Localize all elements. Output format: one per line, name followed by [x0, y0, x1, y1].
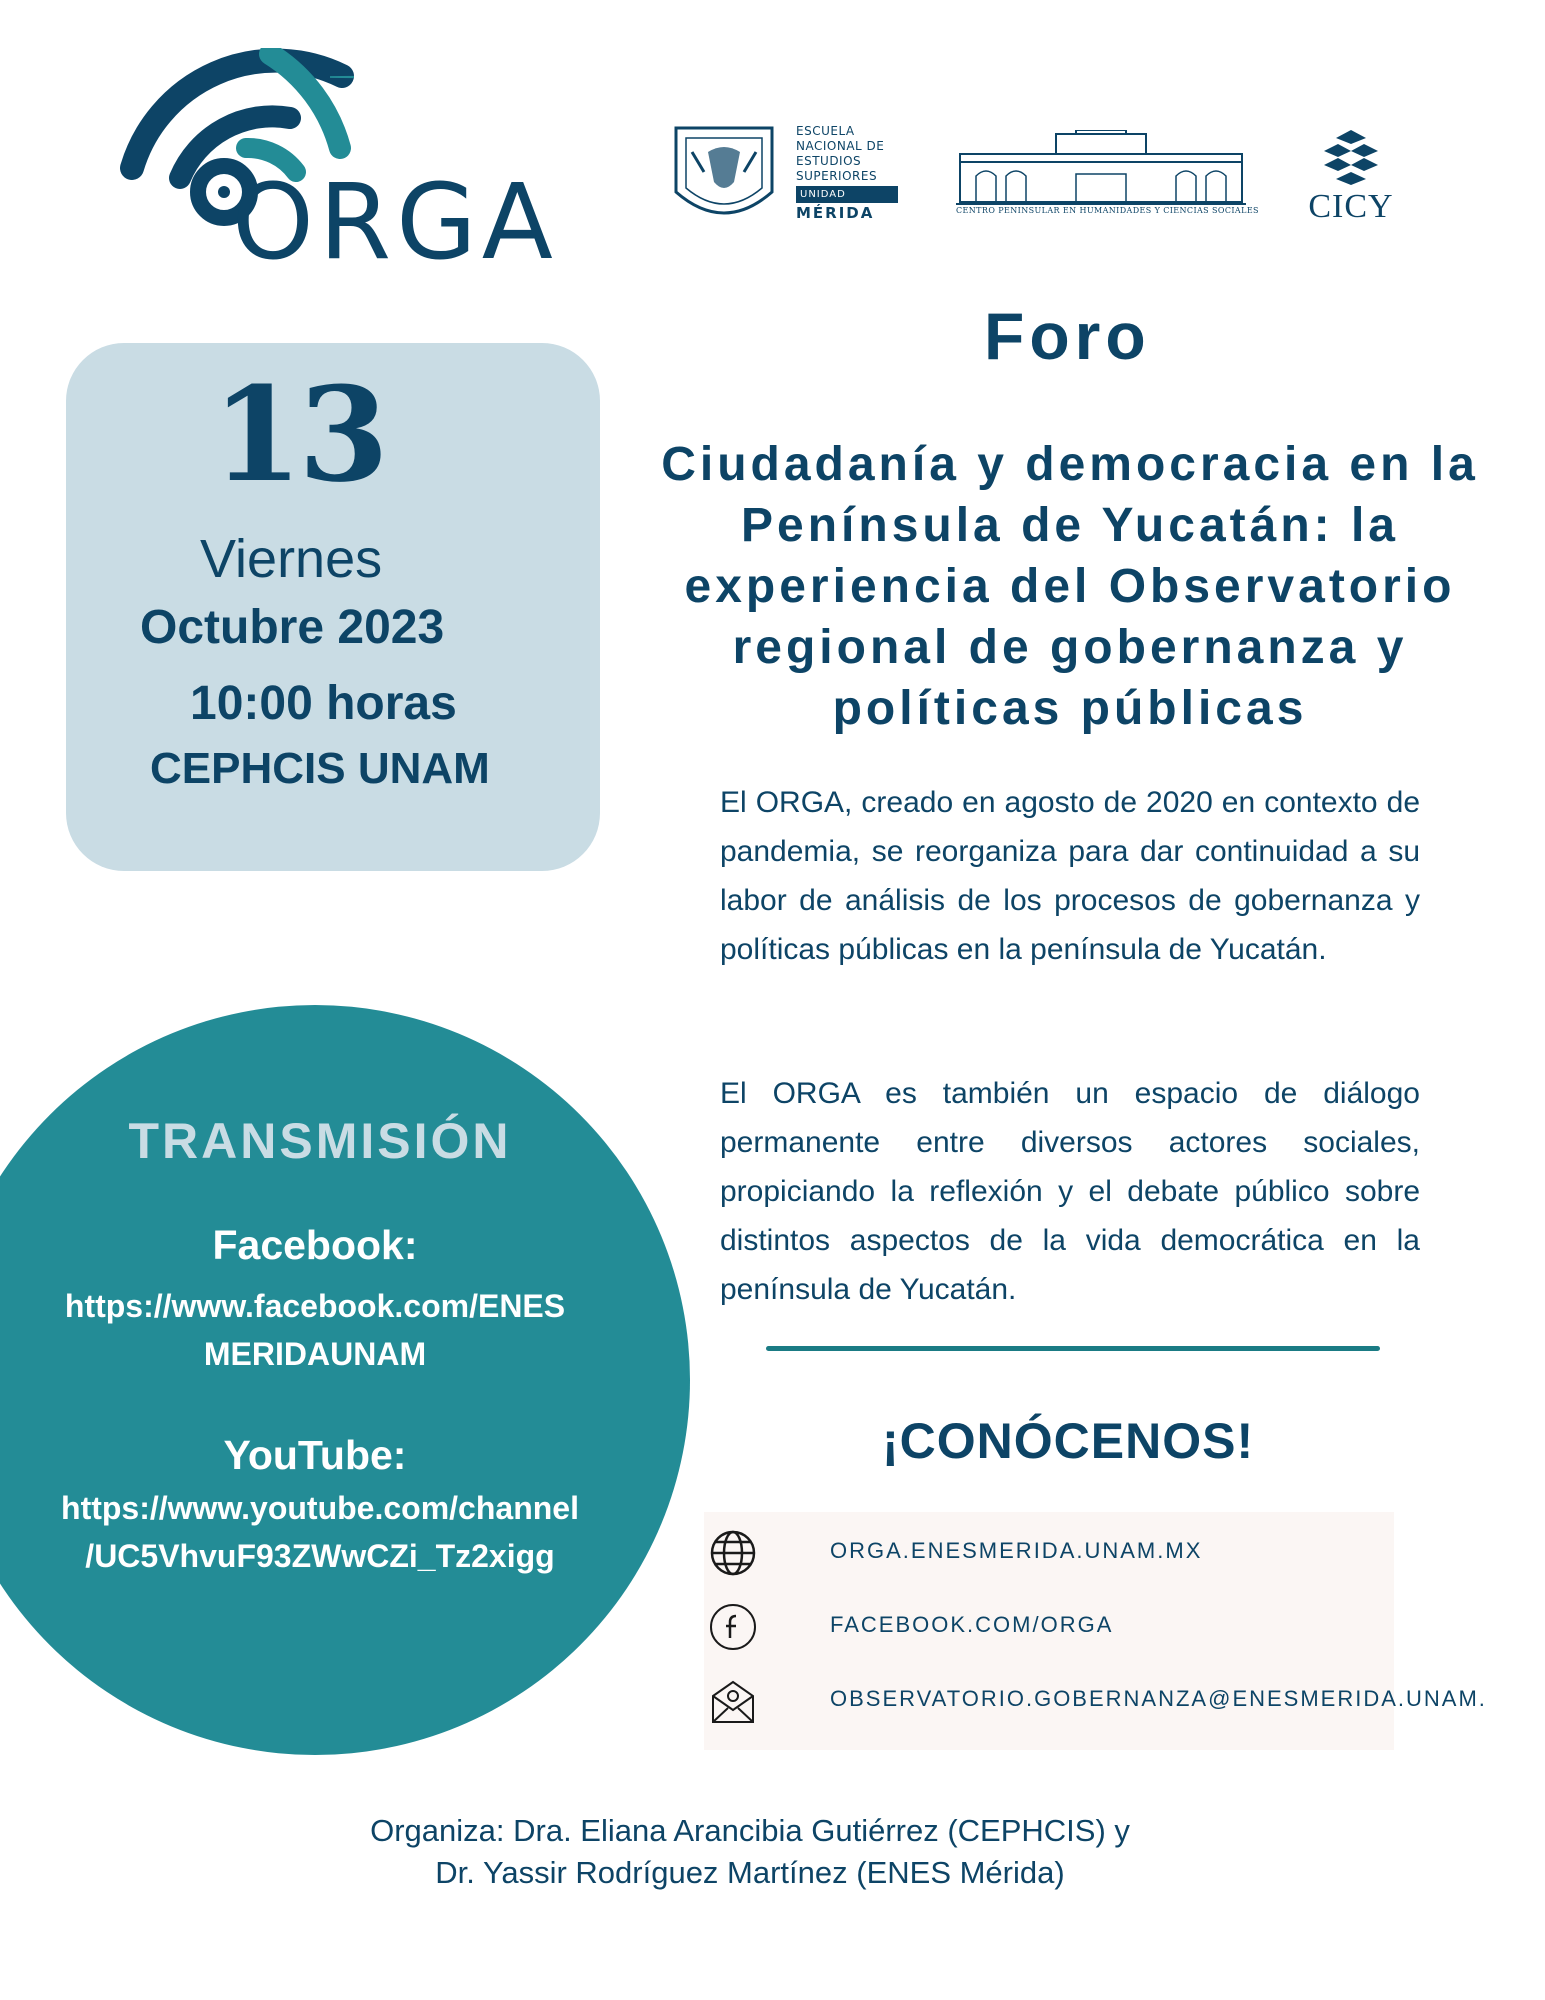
enes-line: ESTUDIOS: [796, 154, 862, 168]
facebook-label: Facebook:: [212, 1222, 418, 1268]
unam-seal-icon: [672, 122, 776, 230]
divider: [766, 1346, 1380, 1351]
contact-facebook[interactable]: FACEBOOK.COM/ORGA: [830, 1612, 1114, 1637]
facebook-icon: [708, 1602, 758, 1652]
globe-icon: [708, 1528, 758, 1578]
organizers: [300, 1810, 1200, 1894]
enes-line: NACIONAL DE: [796, 139, 885, 153]
enes-line: ESCUELA: [796, 124, 855, 138]
event-weekday: Viernes: [200, 529, 383, 589]
facebook-url[interactable]: https://www.facebook.com/ENES MERIDAUNAM: [64, 1288, 566, 1372]
description-paragraph: El ORGA, creado en agosto de 2020 en contexto de pandemia, se reorganiza para dar continuidad a su labor de análisis de los procesos de gobernanza y políticas públicas en la península de Yucatán.: [720, 786, 1420, 966]
contact-email[interactable]: OBSERVATORIO.GOBERNANZA@ENESMERIDA.UNAM.: [830, 1686, 1487, 1711]
event-month-year: Octubre 2023: [140, 601, 445, 654]
enes-logo-text: [796, 124, 898, 221]
stream-heading: TRANSMISIÓN: [128, 1113, 512, 1169]
youtube-url[interactable]: https://www.youtube.com/channel /UC5VhvuF93ZWwCZi_Tz2xigg: [61, 1490, 579, 1574]
cicy-logo-text: CICY: [1308, 188, 1394, 225]
description-paragraph: El ORGA es también un espacio de diálogo permanente entre diversos actores sociales, propiciando la reflexión y el debate público sobre distintos aspectos de la vida democrática en la península de Yucatán.: [720, 1077, 1420, 1306]
event-title: Ciudadanía y democracia en la Península de Yucatán: la experiencia del Observatorio regional de gobernanza y políticas públicas: [661, 438, 1479, 735]
enes-campus: MÉRIDA: [796, 204, 875, 222]
mail-icon: [708, 1676, 758, 1726]
organizers-line: Dr. Yassir Rodríguez Martínez (ENES Mérida): [435, 1855, 1065, 1890]
event-time: 10:00 horas: [190, 677, 457, 730]
organizers-line: Organiza: Dra. Eliana Arancibia Gutiérrez (CEPHCIS) y: [370, 1813, 1130, 1848]
contact-website[interactable]: ORGA.ENESMERIDA.UNAM.MX: [830, 1538, 1203, 1563]
orga-logo-text: ORGA: [232, 161, 558, 283]
event-type: Foro: [984, 299, 1151, 373]
contact-row-website[interactable]: [704, 1524, 1394, 1584]
contact-row-facebook[interactable]: [704, 1598, 1394, 1658]
event-day: 13: [212, 358, 385, 511]
enes-unidad: UNIDAD: [796, 186, 898, 203]
contact-row-email[interactable]: [704, 1672, 1487, 1732]
cephcis-caption: CENTRO PENINSULAR EN HUMANIDADES Y CIENCIAS SOCIALES: [956, 206, 1259, 215]
contact-panel: [704, 1512, 1487, 1750]
event-venue: CEPHCIS UNAM: [150, 744, 490, 793]
cicy-logo-icon: [1318, 130, 1384, 186]
enes-line: SUPERIORES: [796, 169, 878, 183]
youtube-label: YouTube:: [223, 1432, 407, 1478]
contact-heading: ¡CONÓCENOS!: [882, 1413, 1255, 1469]
